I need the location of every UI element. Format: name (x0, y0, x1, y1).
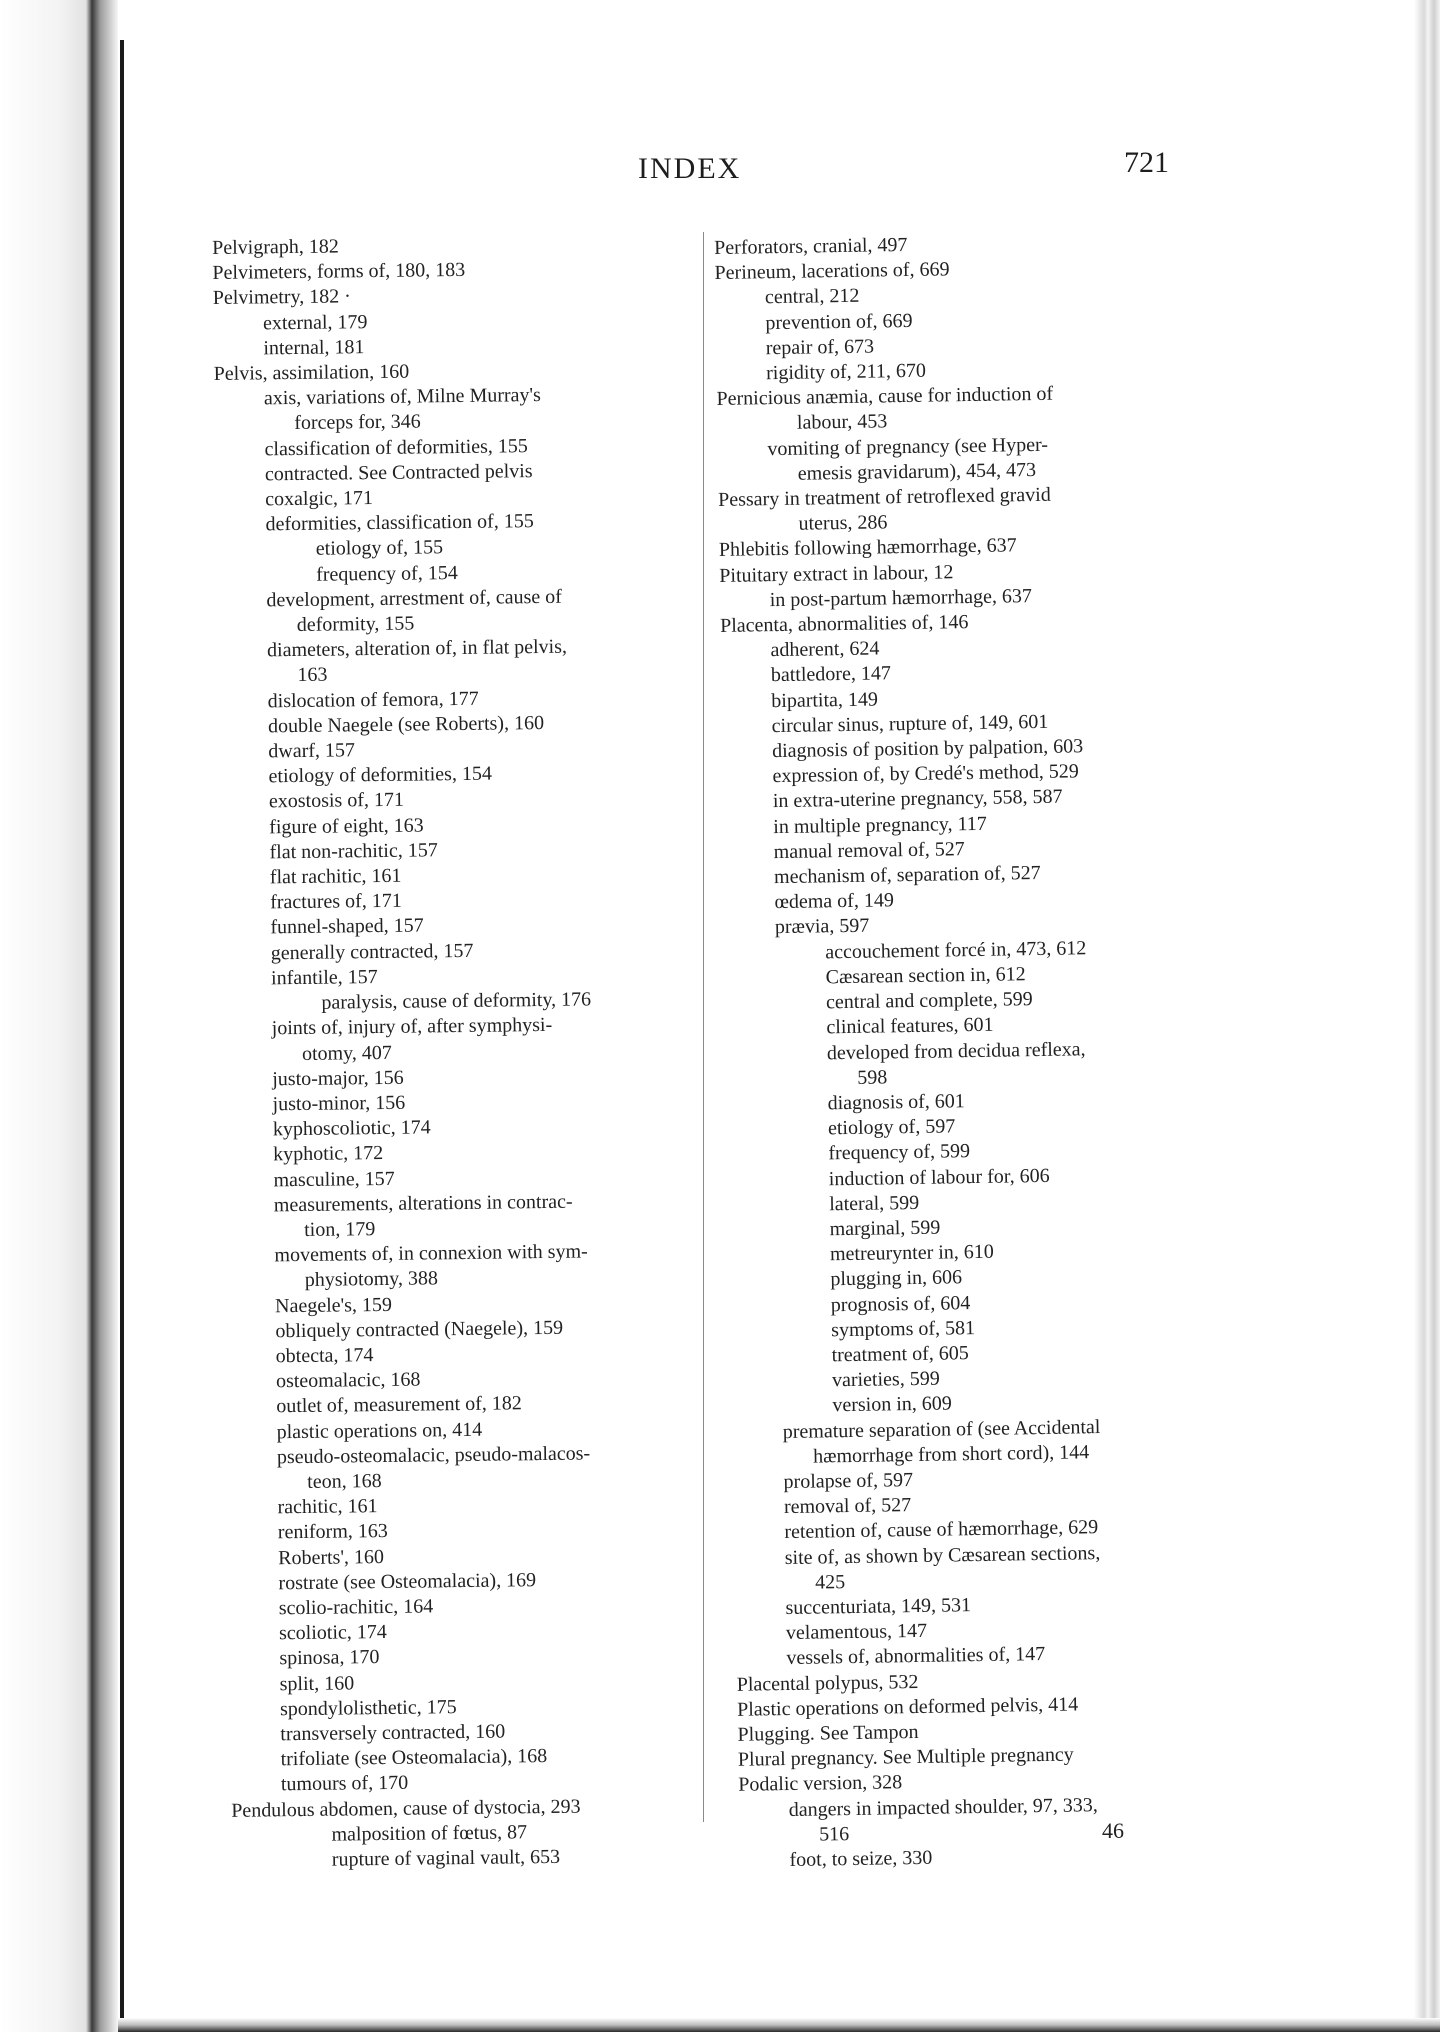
index-entry: physiotomy, 388 (304, 1267, 439, 1292)
index-entry: osteomalacic, 168 (275, 1368, 421, 1393)
index-entry: Roberts', 160 (278, 1545, 385, 1569)
index-entry: etiology of deformities, 154 (268, 762, 493, 788)
index-entry: battledore, 147 (770, 662, 892, 687)
index-entry: otomy, 407 (301, 1041, 392, 1065)
index-entry: dwarf, 157 (268, 739, 356, 763)
index-entry: masculine, 157 (273, 1167, 395, 1191)
index-entry: plastic operations on, 414 (276, 1418, 483, 1443)
index-entry: œdema of, 149 (774, 889, 895, 914)
index-entry: reniform, 163 (277, 1520, 388, 1544)
index-entry: 516 (818, 1822, 850, 1846)
index-entry: prævia, 597 (774, 915, 870, 939)
index-entry: varieties, 599 (831, 1367, 940, 1392)
index-entry: metreurynter in, 610 (829, 1240, 995, 1266)
index-entry: classification of deformities, 155 (264, 434, 528, 460)
left-page-gutter (0, 0, 118, 2032)
index-entry: Plugging. See Tampon (737, 1720, 919, 1746)
index-entry: clinical features, 601 (826, 1014, 994, 1039)
index-column-right (714, 228, 1230, 1874)
index-entry: split, 160 (279, 1671, 355, 1695)
index-entry: Pernicious anæmia, cause for induction of (716, 382, 1054, 411)
index-entry: Podalic version, 328 (738, 1771, 903, 1797)
index-entry: labour, 453 (796, 410, 888, 435)
index-entry: internal, 181 (263, 335, 365, 360)
index-entry: central and complete, 599 (825, 988, 1033, 1014)
index-entry: justo-minor, 156 (272, 1091, 406, 1116)
index-entry: Perforators, cranial, 497 (714, 233, 908, 259)
index-entry: emesis gravidarum), 454, 473 (797, 458, 1037, 485)
index-entry: circular sinus, rupture of, 149, 601 (771, 710, 1049, 738)
index-entry: foot, to seize, 330 (789, 1846, 933, 1872)
index-entry: generally contracted, 157 (270, 939, 474, 965)
index-entry: Perineum, lacerations of, 669 (714, 258, 950, 285)
index-entry: transversely contracted, 160 (280, 1720, 506, 1746)
index-entry: external, 179 (262, 310, 368, 334)
index-entry: malposition of fœtus, 87 (331, 1821, 528, 1846)
index-entry: Pelvis, assimilation, 160 (213, 360, 410, 386)
index-entry: dislocation of femora, 177 (267, 687, 479, 713)
index-entry: frequency of, 599 (828, 1140, 971, 1165)
index-entry: Placental polypus, 532 (736, 1670, 919, 1696)
index-entry: rupture of vaginal vault, 653 (331, 1845, 561, 1871)
index-entry: outlet of, measurement of, 182 (276, 1392, 522, 1418)
index-entry: succenturiata, 149, 531 (785, 1594, 972, 1620)
index-entry: central, 212 (764, 285, 860, 309)
index-entry: coxalgic, 171 (265, 487, 374, 511)
page-bottom-edge (118, 2018, 1440, 2032)
index-entry: pseudo-osteomalacic, pseudo-malacos- (276, 1442, 591, 1469)
index-entry: uterus, 286 (798, 511, 888, 535)
index-entry: in post-partum hæmorrhage, 637 (769, 584, 1033, 612)
index-entry: Phlebitis following hæmorrhage, 637 (718, 534, 1017, 562)
index-entry: symptoms of, 581 (831, 1316, 976, 1342)
page-number: 721 (1124, 146, 1169, 179)
index-entry: justo-major, 156 (272, 1066, 404, 1091)
running-head: INDEX (638, 152, 742, 185)
index-entry: development, arrestment of, cause of (266, 585, 563, 612)
index-entry: double Naegele (see Roberts), 160 (267, 711, 545, 738)
index-entry: velamentous, 147 (785, 1619, 928, 1645)
index-entry: Pelvigraph, 182 (212, 235, 339, 259)
index-entry: etiology of, 597 (827, 1115, 956, 1140)
index-entry: Plural pregnancy. See Multiple pregnancy (737, 1743, 1074, 1771)
index-entry: rostrate (see Osteomalacia), 169 (278, 1568, 537, 1595)
index-entry: forceps for, 346 (294, 410, 421, 435)
index-entry: kyphoscoliotic, 174 (272, 1116, 431, 1141)
index-entry: 425 (814, 1570, 846, 1594)
index-entry: obtecta, 174 (275, 1344, 374, 1368)
index-entry: etiology of, 155 (315, 536, 444, 561)
index-column-left (212, 230, 732, 1874)
index-entry: diagnosis of position by palpation, 603 (771, 735, 1084, 763)
index-entry: spinosa, 170 (279, 1646, 380, 1670)
index-entry: Pelvimeters, forms of, 180, 183 (212, 259, 466, 285)
index-entry: trifoliate (see Osteomalacia), 168 (280, 1745, 548, 1771)
index-entry: axis, variations of, Milne Murray's (263, 384, 541, 410)
index-entry: obliquely contracted (Naegele), 159 (275, 1316, 564, 1343)
index-entry: Cæsarean section in, 612 (825, 963, 1026, 989)
index-entry: fractures of, 171 (270, 890, 402, 914)
index-entry: Pituitary extract in labour, 12 (719, 560, 954, 587)
index-entry: diameters, alteration of, in flat pelvis, (266, 635, 568, 662)
index-entry: Naegele's, 159 (274, 1293, 393, 1317)
index-entry: mechanism of, separation of, 527 (773, 862, 1041, 889)
index-entry: Placenta, abnormalities of, 146 (719, 611, 969, 637)
index-entry: premature separation of (see Accidental (782, 1415, 1101, 1443)
index-entry: expression of, by Credé's method, 529 (772, 760, 1079, 788)
index-entry: prognosis of, 604 (830, 1291, 971, 1316)
index-entry: Pessary in treatment of retroflexed gravid (717, 483, 1051, 511)
index-entry: tumours of, 170 (280, 1772, 409, 1796)
index-entry: rachitic, 161 (277, 1495, 378, 1519)
index-entry: deformities, classification of, 155 (265, 510, 534, 536)
index-entry: contracted. See Contracted pelvis (264, 459, 533, 486)
index-entry: prevention of, 669 (765, 309, 913, 334)
index-entry: scoliotic, 174 (278, 1621, 387, 1645)
index-entry: prolapse of, 597 (783, 1468, 914, 1494)
index-entry: in extra-uterine pregnancy, 558, 587 (772, 786, 1063, 813)
index-entry: flat non-rachitic, 157 (269, 839, 438, 864)
index-entry: paralysis, cause of deformity, 176 (321, 988, 592, 1014)
index-entry: in multiple pregnancy, 117 (773, 812, 987, 838)
index-entry: induction of labour for, 606 (828, 1164, 1050, 1190)
index-entry: exostosis of, 171 (268, 789, 405, 813)
index-entry: 163 (297, 664, 328, 687)
index-entry: joints of, injury of, after symphysi- (271, 1014, 553, 1040)
index-entry: flat rachitic, 161 (269, 864, 402, 889)
index-entry: rigidity of, 211, 670 (765, 359, 927, 385)
index-entry: vessels of, abnormalities of, 147 (786, 1643, 1046, 1670)
index-entry: teon, 168 (307, 1469, 382, 1493)
page-edges (1414, 0, 1440, 2032)
index-entry: manual removal of, 527 (773, 838, 965, 864)
index-entry: lateral, 599 (829, 1191, 920, 1216)
index-entry: marginal, 599 (829, 1216, 941, 1241)
index-entry: 598 (857, 1066, 888, 1089)
index-entry: developed from decidua reflexa, (826, 1037, 1086, 1064)
index-entry: Plastic operations on deformed pelvis, 414 (736, 1693, 1079, 1721)
index-entry: hæmorrhage from short cord), 144 (813, 1441, 1090, 1468)
index-entry: dangers in impacted shoulder, 97, 333, (788, 1793, 1099, 1821)
index-entry: bipartita, 149 (771, 688, 879, 712)
index-entry: scolio-rachitic, 164 (278, 1595, 434, 1620)
index-entry: frequency of, 154 (316, 561, 458, 586)
index-entry: accouchement forcé in, 473, 612 (825, 936, 1087, 964)
index-entry: diagnosis of, 601 (827, 1090, 966, 1115)
index-entry: vomiting of pregnancy (see Hyper- (767, 433, 1049, 460)
index-entry: spondylolisthetic, 175 (279, 1695, 457, 1721)
index-entry: version in, 609 (832, 1392, 952, 1417)
index-entry: movements of, in connexion with sym- (274, 1240, 588, 1267)
index-entry: Pendulous abdomen, cause of dystocia, 293 (231, 1795, 581, 1822)
index-entry: treatment of, 605 (831, 1342, 969, 1367)
index-entry: kyphotic, 172 (273, 1142, 384, 1166)
index-entry: removal of, 527 (783, 1494, 912, 1519)
index-entry: retention of, cause of hæmorrhage, 629 (784, 1516, 1099, 1544)
index-entry: tion, 179 (304, 1218, 376, 1241)
index-entry: site of, as shown by Cæsarean sections, (784, 1541, 1101, 1569)
index-entry: Pelvimetry, 182 · (212, 285, 352, 310)
signature-mark: 46 (1102, 1818, 1124, 1843)
index-entry: repair of, 673 (765, 335, 875, 360)
index-entry: adherent, 624 (770, 637, 880, 662)
index-entry: deformity, 155 (296, 612, 415, 637)
index-entry: figure of eight, 163 (269, 814, 424, 839)
index-entry: measurements, alterations in contrac- (273, 1190, 573, 1217)
binding-shadow (120, 40, 124, 2030)
index-entry: funnel-shaped, 157 (270, 914, 424, 939)
index-entry: infantile, 157 (270, 965, 378, 990)
index-entry: plugging in, 606 (830, 1266, 963, 1291)
